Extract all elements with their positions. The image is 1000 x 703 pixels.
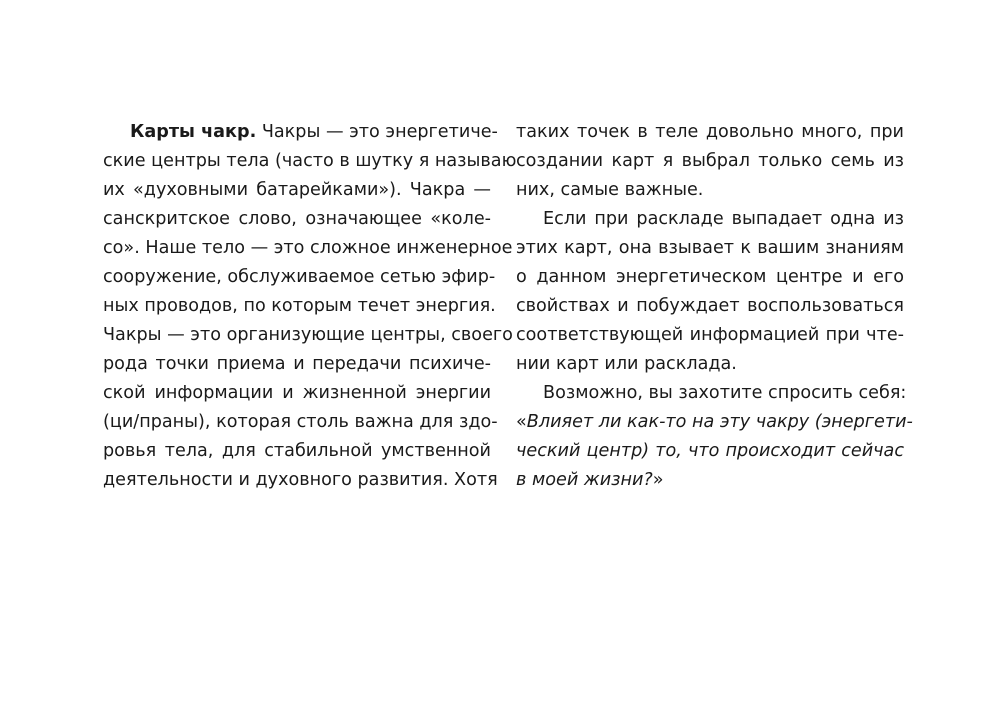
text-line: деятельности и духовного развития. Хотя <box>103 470 498 490</box>
text-line: ных проводов, по которым течет энергия. <box>103 296 496 316</box>
text-line: соответствующей информацией при чте- <box>516 325 904 345</box>
text-line: ской информации и жизненной энергии <box>103 383 491 403</box>
text-line: создании карт я выбрал только семь из <box>516 151 904 171</box>
text-line: сооружение, обслуживаемое сетью эфир- <box>103 267 496 287</box>
text-line: этих карт, она взывает к вашим знаниям <box>516 238 904 258</box>
text-line: них, самые важные. <box>516 180 704 200</box>
text-line: их «духовными батарейками»). Чакра — <box>103 180 491 200</box>
text-line: санскритское слово, означающее «коле- <box>103 209 491 229</box>
section-heading: Карты чакр. <box>130 122 257 142</box>
quote-line: в моей жизни?» <box>516 470 664 490</box>
text-line: ские центры тела (часто в шутку я называю <box>103 151 517 171</box>
text-line: со». Наше тело — это сложное инженерное <box>103 238 513 258</box>
quote-line: ческий центр) то, что происходит сейчас <box>516 441 904 461</box>
text-line: Карты чакр. Чакры — это энергетиче- <box>130 122 498 142</box>
right-column <box>516 118 913 495</box>
text-line: таких точек в теле довольно много, при <box>516 122 904 142</box>
text-line: Чакры — это организующие центры, своего <box>103 325 513 345</box>
text-line: ровья тела, для стабильной умственной <box>103 441 491 461</box>
text-line: рода точки приема и передачи психиче- <box>103 354 491 374</box>
text-line: Если при раскладе выпадает одна из <box>543 209 904 229</box>
text-line: (ци/праны), которая столь важна для здо- <box>103 412 498 432</box>
text-line: о данном энергетическом центре и его <box>516 267 904 287</box>
text-line: нии карт или расклада. <box>516 354 737 374</box>
text-line: Возможно, вы захотите спросить себя: <box>543 383 907 403</box>
text-line: свойствах и побуждает воспользоваться <box>516 296 904 316</box>
quote-line: «Влияет ли как-то на эту чакру (энергети- <box>516 412 913 432</box>
left-column <box>103 118 517 495</box>
